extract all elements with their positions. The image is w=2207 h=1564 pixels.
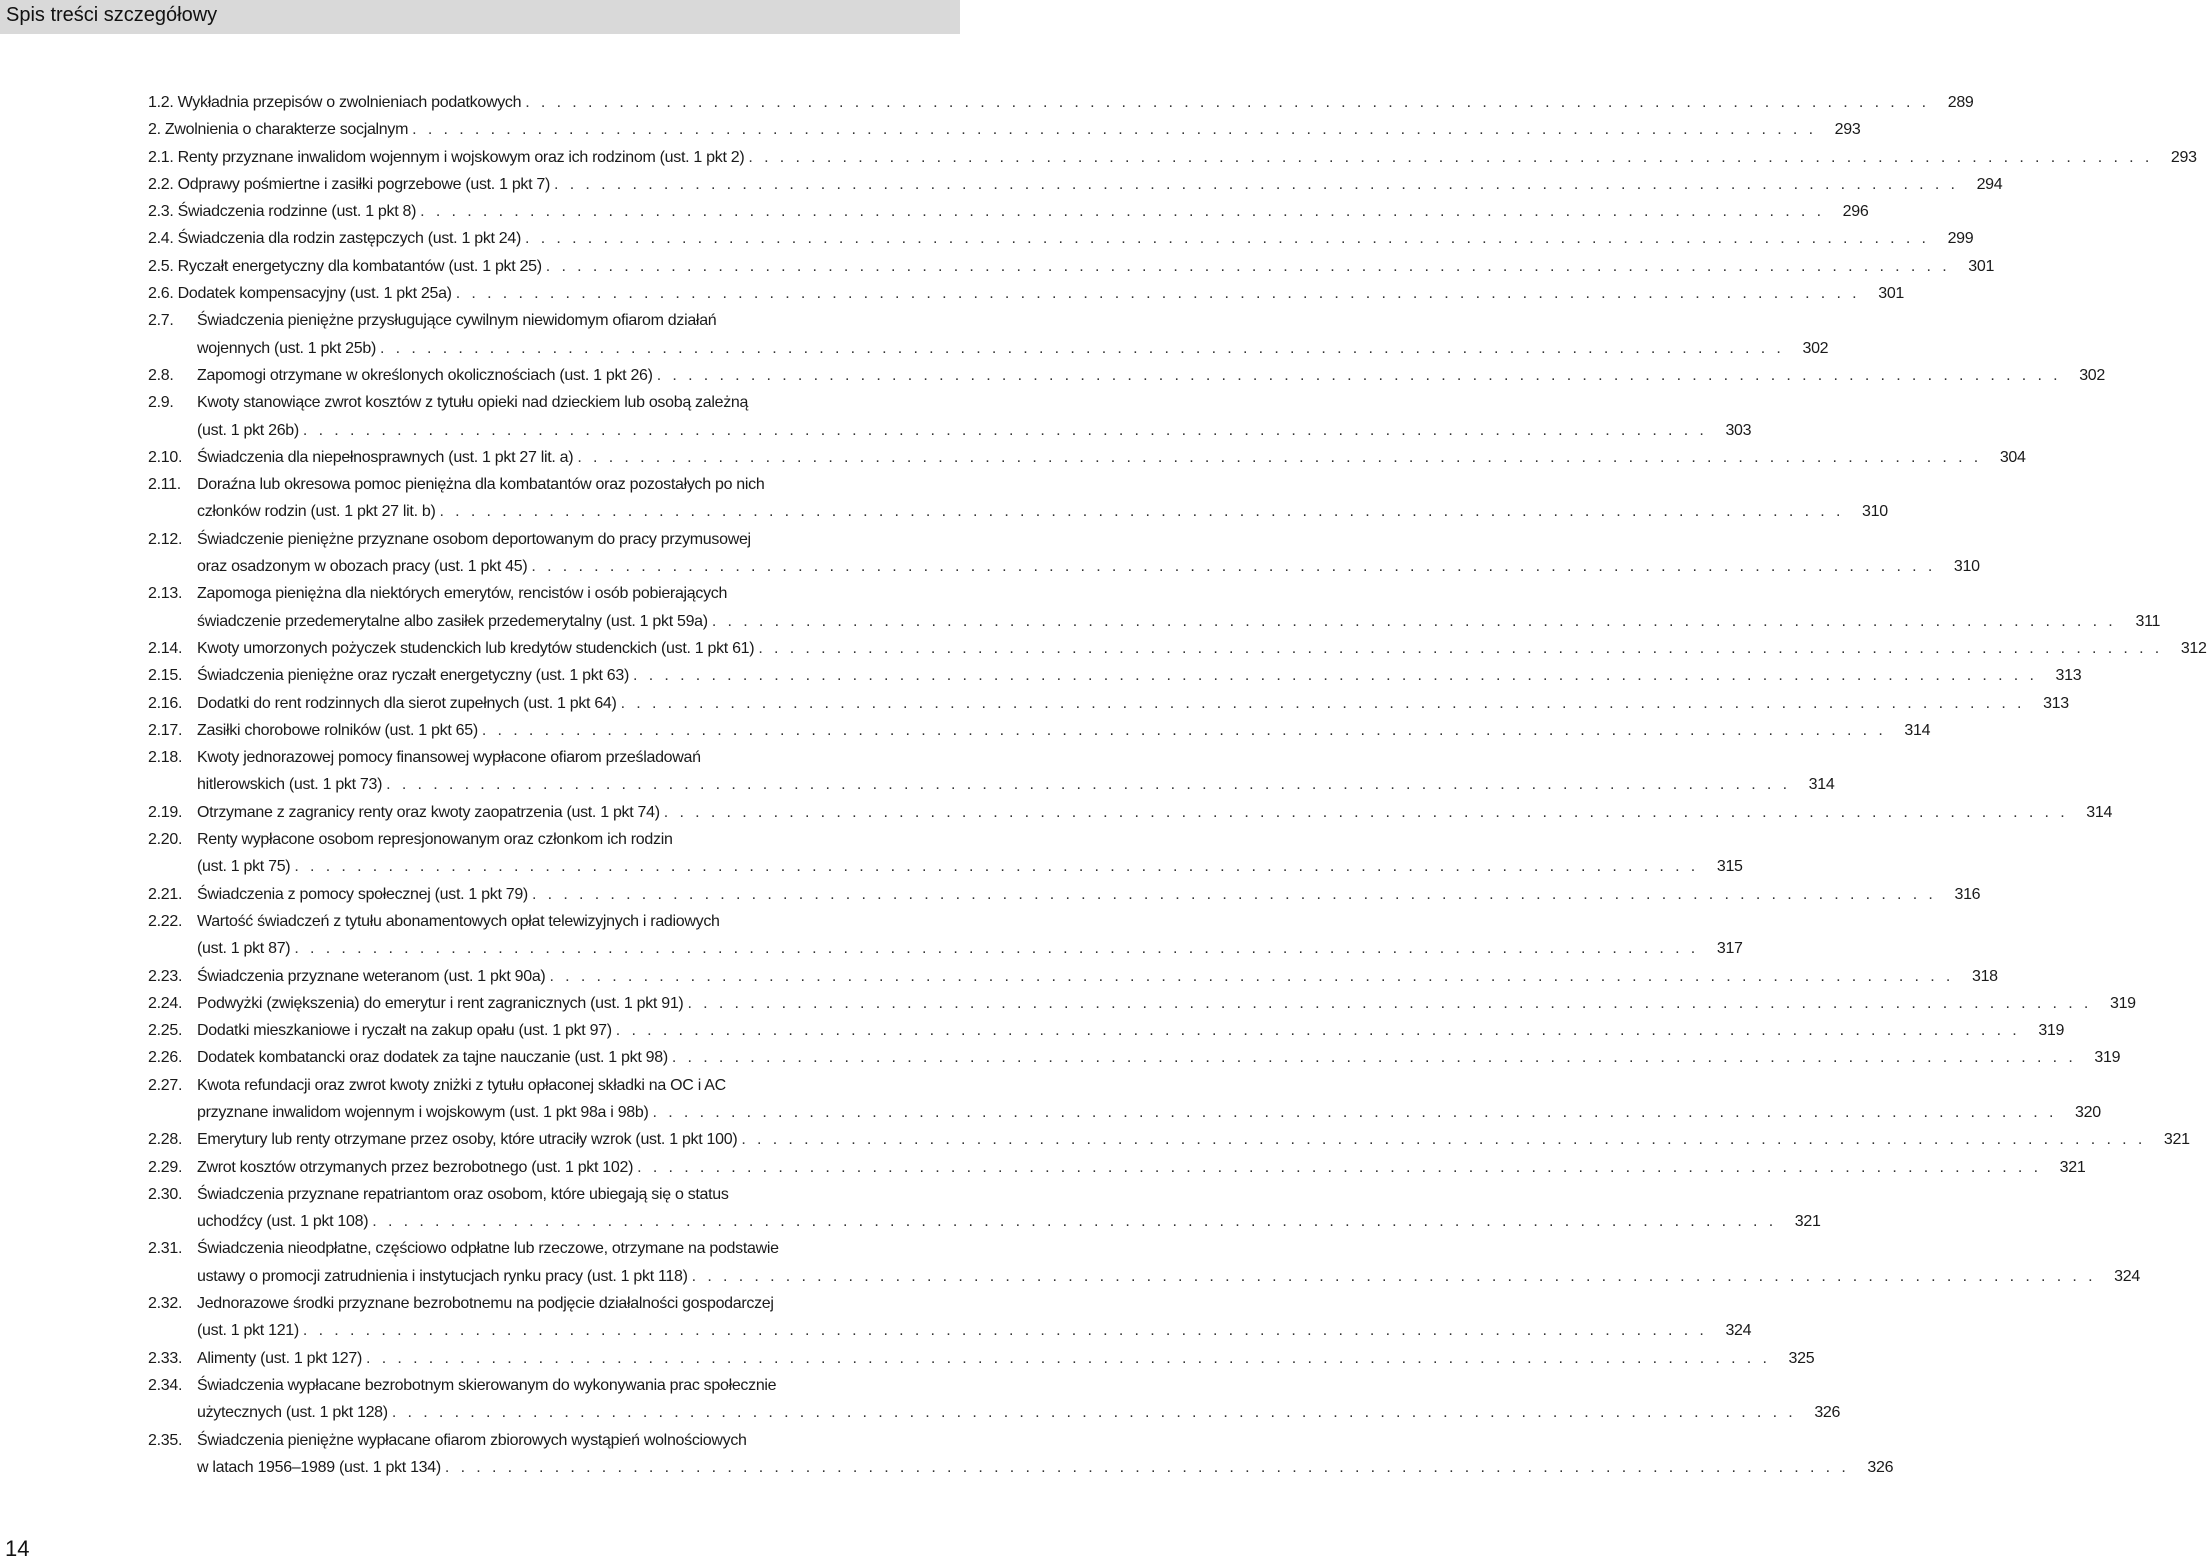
toc-entry (148, 826, 1743, 881)
toc-entry-title: ustawy o promocji zatrudnienia i instytucjach rynku pracy (ust. 1 pkt 118) (197, 1267, 688, 1285)
toc-page-number: 314 (1904, 721, 1931, 739)
toc-entry-title: Kwoty jednorazowej pomocy finansowej wypłacone ofiarom prześladowań (197, 749, 701, 767)
toc-entry-title: oraz osadzonym w obozach pracy (ust. 1 pkt 45) (197, 558, 528, 576)
toc-entry (148, 662, 2082, 689)
toc-entry-title: 2.5. Ryczałt energetyczny dla kombatantów (ust. 1 pkt 25) (148, 257, 542, 275)
toc-entry (148, 1072, 2101, 1127)
toc-entry (148, 1154, 2086, 1181)
toc-entry-number: 2.7. (148, 312, 174, 330)
toc-entry-number: 2.8. (148, 366, 174, 384)
dot-leader: . . . . . . . . . . . . . . . . . . . . . . . . . . . . . . . . . . . . . . . . . . . . . . . . . . . . . . . . . . . . . . . . . . . . . . . . . . . . . . . . . . . . . . . . . . (525, 94, 1930, 111)
toc-entry-number: 2.31. (148, 1240, 183, 1258)
toc-entry-title: Świadczenia pieniężne przysługujące cywilnym niewidomym ofiarom działań (197, 312, 717, 330)
toc-entry (148, 253, 1995, 280)
page-title: Spis treści szczegółowy (6, 4, 218, 26)
table-of-contents (148, 89, 2207, 1481)
toc-entry-title: Zapomogi otrzymane w określonych okolicznościach (ust. 1 pkt 26) (197, 366, 653, 384)
toc-page-number: 313 (2043, 694, 2069, 712)
toc-entry (148, 389, 1752, 444)
toc-entry-title: 2.1. Renty przyznane inwalidom wojennym i wojskowym oraz ich rodzinom (ust. 1 pkt 2) (148, 148, 745, 166)
toc-entry-title: Świadczenia pieniężne wypłacane ofiarom zbiorowych wystąpień wolnościowych (197, 1431, 747, 1449)
toc-entry-number: 2.24. (148, 994, 183, 1012)
toc-entry-number: 2.16. (148, 694, 183, 712)
toc-entry (148, 198, 1869, 225)
toc-page-number: 315 (1716, 858, 1743, 876)
dot-leader: . . . . . . . . . . . . . . . . . . . . . . . . . . . . . . . . . . . . . . . . . . . . . . . . . . . . . . . . . . . . . . . . . . . . . . . . . . . . . . . . . . . . . . . . . . (391, 1404, 1797, 1422)
dot-leader: . . . . . . . . . . . . . . . . . . . . . . . . . . . . . . . . . . . . . . . . . . . . . . . . . . . . . . . . . . . . . . . . . . . . . . . . . . . . . . . . . . . . . . . . . . (412, 121, 1817, 139)
toc-entry (148, 744, 1835, 799)
toc-entry (148, 171, 2003, 198)
toc-entry-title: przyznane inwalidom wojennym i wojskowym (ust. 1 pkt 98a i 98b) (197, 1103, 649, 1121)
toc-page-number: 312 (2180, 639, 2207, 657)
toc-page-number: 326 (1814, 1404, 1841, 1422)
dot-leader: . . . . . . . . . . . . . . . . . . . . . . . . . . . . . . . . . . . . . . . . . . . . . . . . . . . . . . . . . . . . . . . . . . . . . . . . . . . . . . . . . . . . . . . . . . (386, 776, 1791, 794)
toc-page-number: 319 (2109, 994, 2136, 1012)
toc-entry-number: 2.26. (148, 1049, 183, 1067)
toc-entry-title: 2. Zwolnienia o charakterze socjalnym (148, 121, 409, 139)
toc-entry (148, 635, 2207, 662)
toc-entry-title: Dodatek kombatancki oraz dodatek za tajne nauczanie (ust. 1 pkt 98) (197, 1049, 668, 1067)
page-number: 14 (5, 1536, 30, 1561)
toc-entry-title: Świadczenia wypłacane bezrobotnym skierowanym do wykonywania prac społecznie (197, 1376, 777, 1394)
toc-entry-title: Świadczenie pieniężne przyznane osobom deportowanym do pracy przymusowej (197, 530, 751, 548)
toc-entry-title: Świadczenia pieniężne oraz ryczałt energetyczny (ust. 1 pkt 63) (197, 667, 629, 685)
toc-entry-number: 2.20. (148, 831, 183, 849)
toc-entry-title: Renty wypłacone osobom represjonowanym oraz członkom ich rodzin (197, 831, 673, 849)
dot-leader: . . . . . . . . . . . . . . . . . . . . . . . . . . . . . . . . . . . . . . . . . . . . . . . . . . . . . . . . . . . . . . . . . . . . . . . . . . . . . . . . . . . . . . . . . . (294, 858, 1699, 876)
dot-leader: . . . . . . . . . . . . . . . . . . . . . . . . . . . . . . . . . . . . . . . . . . . . . . . . . . . . . . . . . . . . . . . . . . . . . . . . . . . . . . . . . . . . . . . . . . (637, 1158, 2042, 1176)
toc-entry-number: 2.10. (148, 448, 183, 466)
dot-leader: . . . . . . . . . . . . . . . . . . . . . . . . . . . . . . . . . . . . . . . . . . . . . . . . . . . . . . . . . . . . . . . . . . . . . . . . . . . . . . . . . . . . . . . . . . (620, 694, 2025, 712)
toc-page-number: 317 (1716, 940, 1743, 958)
toc-page-number: 293 (1834, 121, 1861, 139)
toc-page-number: 319 (2094, 1049, 2121, 1067)
toc-entry (148, 963, 1998, 990)
toc-entry (148, 580, 2161, 635)
toc-entry-title: Zasiłki chorobowe rolników (ust. 1 pkt 65) (197, 721, 478, 739)
toc-page-number: 314 (1808, 776, 1835, 794)
toc-entry-number: 2.12. (148, 530, 183, 548)
toc-entry-title: Świadczenia dla niepełnosprawnych (ust. 1 pkt 27 lit. a) (197, 448, 574, 466)
toc-page-number: 296 (1842, 203, 1869, 221)
toc-entry-title: Otrzymane z zagranicy renty oraz kwoty zaopatrzenia (ust. 1 pkt 74) (197, 803, 660, 821)
header-bar (0, 0, 960, 34)
toc-entry (148, 1427, 1894, 1482)
toc-entry-number: 2.22. (148, 912, 183, 930)
dot-leader: . . . . . . . . . . . . . . . . . . . . . . . . . . . . . . . . . . . . . . . . . . . . . . . . . . . . . . . . . . . . . . . . . . . . . . . . . . . . . . . . . . . . . . . . . . (481, 721, 1887, 739)
dot-leader: . . . . . . . . . . . . . . . . . . . . . . . . . . . . . . . . . . . . . . . . . . . . . . . . . . . . . . . . . . . . . . . . . . . . . . . . . . . . . . . . . . . . . . . . . . (379, 339, 1785, 357)
toc-entry-number: 2.35. (148, 1431, 183, 1449)
toc-entry-title: Dodatki do rent rodzinnych dla sierot zupełnych (ust. 1 pkt 64) (197, 694, 617, 712)
toc-entry-title: świadczenie przedemerytalne albo zasiłek przedemerytalny (ust. 1 pkt 59a) (197, 612, 708, 630)
toc-entry-title: (ust. 1 pkt 87) (197, 940, 291, 958)
toc-page-number: 301 (1878, 285, 1905, 303)
toc-entry (148, 444, 2026, 471)
dot-leader: . . . . . . . . . . . . . . . . . . . . . . . . . . . . . . . . . . . . . . . . . . . . . . . . . . . . . . . . . . . . . . . . . . . . . . . . . . . . . . . . . . . . . . . . . . (302, 1322, 1708, 1340)
toc-page-number: 324 (1725, 1322, 1752, 1340)
toc-entry (148, 144, 2197, 171)
toc-entry-number: 2.18. (148, 749, 183, 767)
toc-entry-number: 2.19. (148, 803, 183, 821)
toc-entry-title: Kwoty stanowiące zwrot kosztów z tytułu opieki nad dzieckiem lub osobą zależną (197, 394, 749, 412)
toc-entry-number: 2.25. (148, 1022, 183, 1040)
toc-page-number: 321 (2059, 1158, 2086, 1176)
toc-page-number: 302 (2079, 366, 2105, 384)
toc-entry-title: (ust. 1 pkt 121) (197, 1322, 299, 1340)
toc-page-number: 304 (1999, 448, 2026, 466)
toc-entry-number: 2.14. (148, 639, 183, 657)
toc-page-number: 321 (1794, 1213, 1821, 1231)
dot-leader: . . . . . . . . . . . . . . . . . . . . . . . . . . . . . . . . . . . . . . . . . . . . . . . . . . . . . . . . . . . . . . . . . . . . . . . . . . . . . . . . . . . . . . . . . . (671, 1049, 2077, 1067)
toc-entry (148, 717, 1931, 744)
toc-entry (148, 307, 1829, 362)
toc-entry-number: 2.13. (148, 585, 183, 603)
toc-entry (148, 1290, 1752, 1345)
dot-leader: . . . . . . . . . . . . . . . . . . . . . . . . . . . . . . . . . . . . . . . . . . . . . . . . . . . . . . . . . . . . . . . . . . . . . . . . . . . . . . . . . . . . . . . . . . (444, 1458, 1850, 1476)
toc-entry (148, 225, 1974, 252)
toc-page-number: 324 (2114, 1267, 2140, 1285)
toc-page-number: 294 (1976, 175, 2003, 193)
toc-page-number: 303 (1725, 421, 1752, 439)
dot-leader: . . . . . . . . . . . . . . . . . . . . . . . . . . . . . . . . . . . . . . . . . . . . . . . . . . . . . . . . . . . . . . . . . . . . . . . . . . . . . . . . . . . . . . . . . . (633, 667, 2038, 685)
dot-leader: . . . . . . . . . . . . . . . . . . . . . . . . . . . . . . . . . . . . . . . . . . . . . . . . . . . . . . . . . . . . . . . . . . . . . . . . . . . . . . . . . . . . . . . . . . (687, 994, 2092, 1012)
toc-page-number: 318 (1971, 967, 1998, 985)
dot-leader: . . . . . . . . . . . . . . . . . . . . . . . . . . . . . . . . . . . . . . . . . . . . . . . . . . . . . . . . . . . . . . . . . . . . . . . . . . . . . . . . . . . . . . . . . . (577, 448, 1982, 466)
toc-entry-number: 2.15. (148, 667, 183, 685)
toc-entry-title: 1.2. Wykładnia przepisów o zwolnieniach podatkowych (148, 94, 522, 111)
toc-page-number: 313 (2055, 667, 2082, 685)
toc-entry-title: (ust. 1 pkt 75) (197, 858, 291, 876)
toc-entry (148, 1017, 2065, 1044)
toc-entry-title: Jednorazowe środki przyznane bezrobotnemu na podjęcie działalności gospodarczej (197, 1295, 774, 1313)
toc-entry-title: Dodatki mieszkaniowe i ryczałt na zakup opału (ust. 1 pkt 97) (197, 1022, 612, 1040)
toc-entry (148, 471, 1888, 526)
dot-leader: . . . . . . . . . . . . . . . . . . . . . . . . . . . . . . . . . . . . . . . . . . . . . . . . . . . . . . . . . . . . . . . . . . . . . . . . . . . . . . . . . . . . . . . . . . (663, 803, 2069, 821)
toc-entry (148, 1235, 2140, 1290)
toc-entry-number: 2.30. (148, 1185, 183, 1203)
dot-leader: . . . . . . . . . . . . . . . . . . . . . . . . . . . . . . . . . . . . . . . . . . . . . . . . . . . . . . . . . . . . . . . . . . . . . . . . . . . . . . . . . . . . . . . . . . (741, 1131, 2146, 1149)
toc-page-number: 311 (2135, 612, 2161, 630)
dot-leader: . . . . . . . . . . . . . . . . . . . . . . . . . . . . . . . . . . . . . . . . . . . . . . . . . . . . . . . . . . . . . . . . . . . . . . . . . . . . . . . . . . . . . . . . . . (531, 558, 1936, 576)
dot-leader: . . . . . . . . . . . . . . . . . . . . . . . . . . . . . . . . . . . . . . . . . . . . . . . . . . . . . . . . . . . . . . . . . . . . . . . . . . . . . . . . . . . . . . . . . . (439, 503, 1844, 521)
toc-entry (148, 1181, 1821, 1236)
toc-entry (148, 799, 2113, 826)
toc-page-number: 301 (1968, 257, 1995, 275)
toc-entry (148, 1126, 2190, 1153)
toc-page-number: 299 (1947, 230, 1974, 248)
dot-leader: . . . . . . . . . . . . . . . . . . . . . . . . . . . . . . . . . . . . . . . . . . . . . . . . . . . . . . . . . . . . . . . . . . . . . . . . . . . . . . . . . . . . . . . . . . (758, 639, 2163, 657)
toc-entry-number: 2.23. (148, 967, 183, 985)
dot-leader: . . . . . . . . . . . . . . . . . . . . . . . . . . . . . . . . . . . . . . . . . . . . . . . . . . . . . . . . . . . . . . . . . . . . . . . . . . . . . . . . . . . . . . . . . . (554, 175, 1959, 193)
toc-entry-title: wojennych (ust. 1 pkt 25b) (197, 339, 376, 357)
toc-entry-title: Kwota refundacji oraz zwrot kwoty zniżki z tytułu opłaconej składki na OC i AC (197, 1076, 726, 1094)
toc-entry-title: Doraźna lub okresowa pomoc pieniężna dla kombatantów oraz pozostałych po nich (197, 476, 765, 494)
toc-entry (148, 526, 1980, 581)
toc-entry-title: hitlerowskich (ust. 1 pkt 73) (197, 776, 383, 794)
toc-page-number: 326 (1867, 1458, 1894, 1476)
toc-entry (148, 881, 1981, 908)
toc-entry-title: Alimenty (ust. 1 pkt 127) (197, 1349, 363, 1367)
toc-entry-title: Podwyżki (zwiększenia) do emerytur i rent zagranicznych (ust. 1 pkt 91) (197, 994, 684, 1012)
dot-leader: . . . . . . . . . . . . . . . . . . . . . . . . . . . . . . . . . . . . . . . . . . . . . . . . . . . . . . . . . . . . . . . . . . . . . . . . . . . . . . . . . . . . . . . . . . (372, 1213, 1777, 1231)
toc-page-number: 321 (2163, 1131, 2190, 1149)
toc-page-number: 310 (1953, 558, 1980, 576)
toc-entry-title: Zapomoga pieniężna dla niektórych emerytów, rencistów i osób pobierających (197, 585, 728, 603)
toc-entry-title: Wartość świadczeń z tytułu abonamentowych opłat telewizyjnych i radiowych (197, 912, 720, 930)
toc-page-number: 316 (1954, 885, 1981, 903)
toc-entry-title: Świadczenia przyznane weteranom (ust. 1 pkt 90a) (197, 967, 546, 985)
dot-leader: . . . . . . . . . . . . . . . . . . . . . . . . . . . . . . . . . . . . . . . . . . . . . . . . . . . . . . . . . . . . . . . . . . . . . . . . . . . . . . . . . . . . . . . . . . (525, 230, 1930, 248)
toc-page-number: 310 (1862, 503, 1888, 521)
toc-entry-title: 2.2. Odprawy pośmiertne i zasiłki pogrzebowe (ust. 1 pkt 7) (148, 175, 551, 193)
toc-entry-number: 2.17. (148, 721, 183, 739)
toc-entry (148, 362, 2105, 389)
dot-leader: . . . . . . . . . . . . . . . . . . . . . . . . . . . . . . . . . . . . . . . . . . . . . . . . . . . . . . . . . . . . . . . . . . . . . . . . . . . . . . . . . . . . . . . . . . (748, 148, 2153, 166)
dot-leader: . . . . . . . . . . . . . . . . . . . . . . . . . . . . . . . . . . . . . . . . . . . . . . . . . . . . . . . . . . . . . . . . . . . . . . . . . . . . . . . . . . . . . . . . . . (302, 421, 1708, 439)
dot-leader: . . . . . . . . . . . . . . . . . . . . . . . . . . . . . . . . . . . . . . . . . . . . . . . . . . . . . . . . . . . . . . . . . . . . . . . . . . . . . . . . . . . . . . . . . . (549, 967, 1954, 985)
dot-leader: . . . . . . . . . . . . . . . . . . . . . . . . . . . . . . . . . . . . . . . . . . . . . . . . . . . . . . . . . . . . . . . . . . . . . . . . . . . . . . . . . . . . . . . . . . (294, 940, 1699, 958)
toc-entry (148, 280, 1905, 307)
toc-entry (148, 690, 2069, 717)
toc-entry-title: 2.6. Dodatek kompensacyjny (ust. 1 pkt 25a) (148, 285, 452, 303)
toc-entry (148, 1372, 1841, 1427)
dot-leader: . . . . . . . . . . . . . . . . . . . . . . . . . . . . . . . . . . . . . . . . . . . . . . . . . . . . . . . . . . . . . . . . . . . . . . . . . . . . . . . . . . . . . . . . . . (652, 1103, 2057, 1121)
toc-entry-number: 2.32. (148, 1295, 183, 1313)
toc-entry-title: członków rodzin (ust. 1 pkt 27 lit. b) (197, 503, 436, 521)
toc-entry (148, 908, 1743, 963)
toc-entry-title: 2.3. Świadczenia rodzinne (ust. 1 pkt 8) (148, 203, 417, 221)
toc-entry-title: w latach 1956–1989 (ust. 1 pkt 134) (197, 1458, 441, 1476)
toc-entry-title: użytecznych (ust. 1 pkt 128) (197, 1404, 388, 1422)
toc-entry-title: (ust. 1 pkt 26b) (197, 421, 299, 439)
dot-leader: . . . . . . . . . . . . . . . . . . . . . . . . . . . . . . . . . . . . . . . . . . . . . . . . . . . . . . . . . . . . . . . . . . . . . . . . . . . . . . . . . . . . . . . . . . (455, 285, 1861, 303)
dot-leader: . . . . . . . . . . . . . . . . . . . . . . . . . . . . . . . . . . . . . . . . . . . . . . . . . . . . . . . . . . . . . . . . . . . . . . . . . . . . . . . . . . . . . . . . . . (615, 1022, 2021, 1040)
dot-leader: . . . . . . . . . . . . . . . . . . . . . . . . . . . . . . . . . . . . . . . . . . . . . . . . . . . . . . . . . . . . . . . . . . . . . . . . . . . . . . . . . . . . . . . . . . (531, 885, 1937, 903)
dot-leader: . . . . . . . . . . . . . . . . . . . . . . . . . . . . . . . . . . . . . . . . . . . . . . . . . . . . . . . . . . . . . . . . . . . . . . . . . . . . . . . . . . . . . . . . . . (711, 612, 2117, 630)
toc-page-number: 319 (2038, 1022, 2065, 1040)
dot-leader: . . . . . . . . . . . . . . . . . . . . . . . . . . . . . . . . . . . . . . . . . . . . . . . . . . . . . . . . . . . . . . . . . . . . . . . . . . . . . . . . . . . . . . . . . . (545, 257, 1951, 275)
toc-entry (148, 990, 2136, 1017)
dot-leader: . . . . . . . . . . . . . . . . . . . . . . . . . . . . . . . . . . . . . . . . . . . . . . . . . . . . . . . . . . . . . . . . . . . . . . . . . . . . . . . . . . . . . . . . . . (366, 1349, 1771, 1367)
toc-entry-number: 2.21. (148, 885, 183, 903)
toc-page-number: 302 (1802, 339, 1829, 357)
toc-page-number: 314 (2086, 803, 2113, 821)
toc-page-number: 293 (2170, 148, 2197, 166)
dot-leader: . . . . . . . . . . . . . . . . . . . . . . . . . . . . . . . . . . . . . . . . . . . . . . . . . . . . . . . . . . . . . . . . . . . . . . . . . . . . . . . . . . . . . . . . . . (691, 1267, 2096, 1285)
dot-leader: . . . . . . . . . . . . . . . . . . . . . . . . . . . . . . . . . . . . . . . . . . . . . . . . . . . . . . . . . . . . . . . . . . . . . . . . . . . . . . . . . . . . . . . . . . (656, 366, 2061, 384)
toc-entry-title: 2.4. Świadczenia dla rodzin zastępczych (ust. 1 pkt 24) (148, 230, 522, 248)
toc-entry (148, 1044, 2121, 1071)
toc-page-number: 289 (1947, 94, 1974, 111)
toc-entry-number: 2.33. (148, 1349, 183, 1367)
toc-entry-number: 2.11. (148, 476, 181, 494)
dot-leader: . . . . . . . . . . . . . . . . . . . . . . . . . . . . . . . . . . . . . . . . . . . . . . . . . . . . . . . . . . . . . . . . . . . . . . . . . . . . . . . . . . . . . . . . . . (420, 203, 1825, 221)
toc-entry (148, 89, 1974, 116)
toc-entry-title: Świadczenia nieodpłatne, częściowo odpłatne lub rzeczowe, otrzymane na podstawie (197, 1240, 779, 1258)
toc-entry-title: Świadczenia z pomocy społecznej (ust. 1 pkt 79) (197, 885, 528, 903)
toc-entry (148, 1345, 1815, 1372)
toc-entry-number: 2.28. (148, 1131, 183, 1149)
toc-entry-title: Zwrot kosztów otrzymanych przez bezrobotnego (ust. 1 pkt 102) (197, 1158, 634, 1176)
toc-entry-title: uchodźcy (ust. 1 pkt 108) (197, 1213, 369, 1231)
toc-entry-number: 2.29. (148, 1158, 183, 1176)
toc-entry-number: 2.9. (148, 394, 174, 412)
toc-page-number: 325 (1788, 1349, 1815, 1367)
toc-entry-number: 2.27. (148, 1076, 183, 1094)
toc-entry (148, 116, 1861, 143)
toc-entry-title: Świadczenia przyznane repatriantom oraz osobom, które ubiegają się o status (197, 1185, 729, 1203)
toc-entry-number: 2.34. (148, 1376, 183, 1394)
toc-page-number: 320 (2075, 1103, 2101, 1121)
toc-entry-title: Kwoty umorzonych pożyczek studenckich lub kredytów studenckich (ust. 1 pkt 61) (197, 639, 755, 657)
toc-entry-title: Emerytury lub renty otrzymane przez osoby, które utraciły wzrok (ust. 1 pkt 100) (197, 1131, 738, 1149)
